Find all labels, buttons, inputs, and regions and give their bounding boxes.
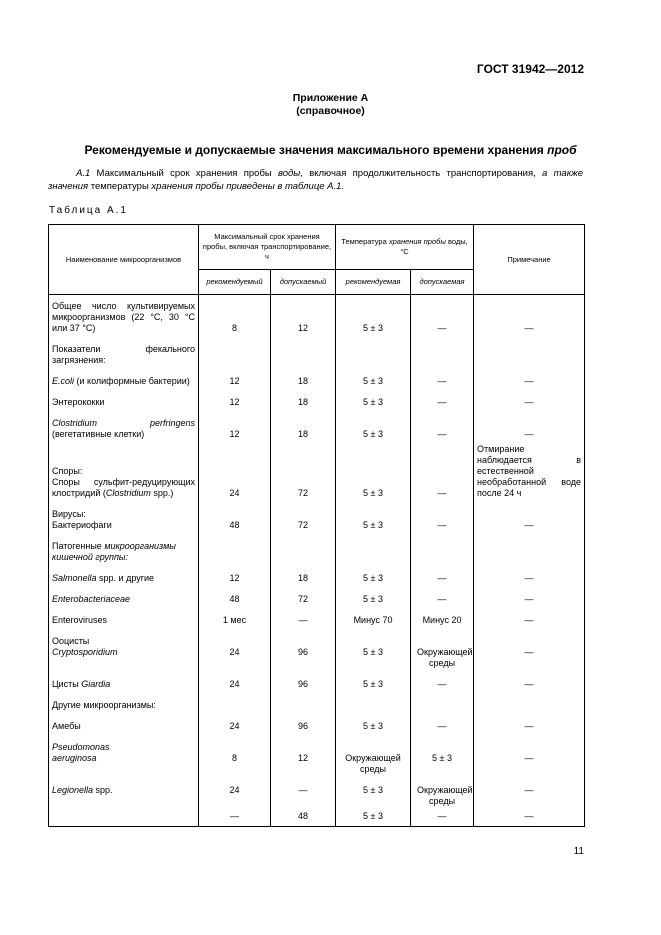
cell-rec-time: 8 xyxy=(199,734,271,777)
cell-note: — xyxy=(474,501,585,533)
row-name: Общее число культивируемых микроорганизмов (22 °С, 30 °С или 37 °С) xyxy=(49,299,199,336)
table-row xyxy=(49,777,585,809)
header-adm-time: допускаемый xyxy=(271,270,336,295)
cell-note: — xyxy=(474,777,585,809)
table-row xyxy=(49,607,585,628)
cell-adm-temp: — xyxy=(411,410,474,442)
intro-paragraph xyxy=(48,167,583,193)
table-row xyxy=(49,389,585,410)
cell-rec-temp: 5 ± 3 xyxy=(336,809,411,827)
row-name-italic: Clostridium xyxy=(105,488,151,498)
row-name-text: (вегетативные клетки) xyxy=(52,429,145,439)
cell-rec-temp: 5 ± 3 xyxy=(336,628,411,671)
row-name: Энтерококки xyxy=(49,389,199,410)
cell-rec-time: 12 xyxy=(199,368,271,389)
cell-adm-temp: — xyxy=(411,565,474,586)
cell-rec-temp: Окружающей среды xyxy=(336,734,411,777)
cell-note: — xyxy=(474,734,585,777)
row-name xyxy=(49,501,199,533)
cell-adm-temp: — xyxy=(411,713,474,734)
header-name: Наименование микроорганизмов xyxy=(49,225,199,295)
table-row xyxy=(49,565,585,586)
cell-rec-time: 48 xyxy=(199,586,271,607)
cell-adm-temp: — xyxy=(411,586,474,607)
row-name xyxy=(49,410,199,442)
row-name-italic: E.coli xyxy=(52,376,75,386)
row-name-italic-2: aeruginosa xyxy=(52,753,97,763)
cell-note: — xyxy=(474,671,585,692)
appendix-subtitle: (справочное) xyxy=(296,105,365,117)
clause-number: А.1 xyxy=(76,168,91,179)
row-name: Амебы xyxy=(49,713,199,734)
cell-rec-temp: 5 ± 3 xyxy=(336,442,411,501)
cell-rec-temp: 5 ± 3 xyxy=(336,671,411,692)
page-title-italic: проб xyxy=(547,143,577,157)
row-name-italic: Cryptosporidium xyxy=(52,647,118,657)
row-name xyxy=(49,671,199,692)
cell-adm-time: 72 xyxy=(271,586,336,607)
cell-adm-temp: 5 ± 3 xyxy=(411,734,474,777)
cell-rec-temp: 5 ± 3 xyxy=(336,368,411,389)
intro-italic-3: хранения пробы приведены в таблице А.1. xyxy=(151,181,345,192)
header-temp-text: Температура xyxy=(341,237,389,246)
row-name-italic: Clostridium perfringens xyxy=(52,418,195,428)
cell-adm-time: — xyxy=(271,607,336,628)
cell-rec-temp: 5 ± 3 xyxy=(336,713,411,734)
intro-text-3: температуры xyxy=(88,181,152,192)
row-name-text: spp. и другие xyxy=(96,573,155,583)
cell-adm-temp: — xyxy=(411,368,474,389)
row-name xyxy=(49,777,199,809)
row-name-italic: Giardia xyxy=(81,679,111,689)
cell-adm-time: 12 xyxy=(271,734,336,777)
row-name-text: Патогенные xyxy=(52,541,105,551)
cell-adm-time: 48 xyxy=(271,809,336,827)
table-row xyxy=(49,299,585,336)
cell-adm-time: 18 xyxy=(271,389,336,410)
table-row xyxy=(49,671,585,692)
row-name-text: Споры сульфит-редуцирующих клостридий ( xyxy=(52,477,195,498)
cell-note: Отмирание наблюдается в естественной необработанной воде после 24 ч xyxy=(474,442,585,501)
cell-rec-temp: 5 ± 3 xyxy=(336,299,411,336)
cell-note: — xyxy=(474,628,585,671)
appendix-heading xyxy=(0,92,661,118)
cell-rec-time: 12 xyxy=(199,410,271,442)
cell-rec-temp: 5 ± 3 xyxy=(336,389,411,410)
header-adm-temp: допускаемая xyxy=(411,270,474,295)
header-temp-unit: воды, °С xyxy=(400,237,468,256)
row-name-group: Споры: xyxy=(52,466,83,476)
cell-rec-time: 48 xyxy=(199,501,271,533)
cell-note: — xyxy=(474,809,585,827)
cell-adm-time: 96 xyxy=(271,671,336,692)
cell-rec-temp: 5 ± 3 xyxy=(336,410,411,442)
row-name-italic: микроорганизмы кишечной группы: xyxy=(52,541,176,562)
cell-note: — xyxy=(474,565,585,586)
row-name-text: (и колиформные бактерии) xyxy=(74,376,190,386)
row-name-italic: Enterobacteriaceae xyxy=(52,594,131,604)
storage-table xyxy=(48,224,585,827)
row-name xyxy=(49,586,199,607)
cell-note: — xyxy=(474,713,585,734)
page-title xyxy=(0,143,661,157)
row-name xyxy=(49,809,199,827)
table-row xyxy=(49,809,585,827)
header-temperature xyxy=(336,225,474,270)
intro-text-1: Максимальный срок хранения пробы xyxy=(90,168,278,179)
cell-rec-time: 8 xyxy=(199,299,271,336)
cell-rec-time: 24 xyxy=(199,671,271,692)
cell-rec-temp: Минус 70 xyxy=(336,607,411,628)
cell-adm-time: 12 xyxy=(271,299,336,336)
cell-adm-time: 18 xyxy=(271,410,336,442)
row-name-group: Вирусы: xyxy=(52,509,86,519)
header-temp-italic: хранения пробы xyxy=(388,237,446,246)
cell-adm-temp: — xyxy=(411,501,474,533)
row-name xyxy=(49,368,199,389)
cell-adm-temp: — xyxy=(411,389,474,410)
cell-adm-time: — xyxy=(271,777,336,809)
row-name-italic: Salmonella xyxy=(52,573,97,583)
cell-adm-time: 72 xyxy=(271,442,336,501)
cell-note: — xyxy=(474,299,585,336)
cell-rec-time: 24 xyxy=(199,713,271,734)
cell-adm-temp: Окружающей среды xyxy=(411,628,474,671)
cell-adm-time: 96 xyxy=(271,713,336,734)
intro-italic-1: воды xyxy=(278,168,301,179)
row-name-text: spp. xyxy=(93,785,113,795)
table-row xyxy=(49,628,585,671)
cell-note: — xyxy=(474,410,585,442)
intro-italic-2: а также значения xyxy=(48,168,583,192)
cell-rec-time: 24 xyxy=(199,628,271,671)
intro-text-2: , включая продолжительность транспортирования, xyxy=(300,168,543,179)
row-name xyxy=(49,533,199,565)
row-name: Enteroviruses xyxy=(49,607,199,628)
cell-rec-temp: 5 ± 3 xyxy=(336,586,411,607)
cell-adm-temp: — xyxy=(411,299,474,336)
row-name: Другие микроорганизмы: xyxy=(49,692,199,713)
cell-note: — xyxy=(474,586,585,607)
row-name-text-2: spp.) xyxy=(150,488,174,498)
cell-adm-time: 96 xyxy=(271,628,336,671)
header-rec-temp: рекомендуемая xyxy=(336,270,411,295)
header-rec-time: рекомендуемый xyxy=(199,270,271,295)
row-name-italic: Legionella xyxy=(52,785,94,795)
table-row xyxy=(49,442,585,501)
cell-note: — xyxy=(474,607,585,628)
table-row xyxy=(49,368,585,389)
table-row xyxy=(49,410,585,442)
cell-rec-temp: 5 ± 3 xyxy=(336,777,411,809)
cell-rec-temp: 5 ± 3 xyxy=(336,565,411,586)
cell-rec-time: — xyxy=(199,809,271,827)
cell-adm-temp: — xyxy=(411,442,474,501)
cell-adm-time: 18 xyxy=(271,565,336,586)
document-code: ГОСТ 31942—2012 xyxy=(476,62,584,76)
table-row xyxy=(49,336,585,368)
table-row xyxy=(49,586,585,607)
table-row xyxy=(49,501,585,533)
row-name xyxy=(49,628,199,671)
header-storage: Максимальный срок хранения пробы, включая транспортирование, ч xyxy=(199,225,336,270)
table-row xyxy=(49,533,585,565)
row-name-text: Бактериофаги xyxy=(52,520,112,530)
table-label: Таблица А.1 xyxy=(49,205,128,216)
table-row xyxy=(49,713,585,734)
row-name xyxy=(49,734,199,777)
cell-adm-temp: Минус 20 xyxy=(411,607,474,628)
cell-adm-temp: Окружающей среды xyxy=(411,777,474,809)
cell-rec-time: 12 xyxy=(199,565,271,586)
header-note: Примечание xyxy=(474,225,585,295)
row-name-text: Цисты xyxy=(52,679,82,689)
cell-adm-time: 72 xyxy=(271,501,336,533)
row-name-text: Ооцисты xyxy=(52,636,90,646)
row-name-italic: Pseudomonas xyxy=(52,742,110,752)
cell-adm-time: 18 xyxy=(271,368,336,389)
appendix-title: Приложение А xyxy=(292,92,369,104)
table-row xyxy=(49,692,585,713)
cell-adm-temp: — xyxy=(411,809,474,827)
cell-rec-time: 12 xyxy=(199,389,271,410)
cell-rec-time: 24 xyxy=(199,777,271,809)
row-name: Показатели фекального загрязнения: xyxy=(49,336,199,368)
cell-adm-temp: — xyxy=(411,671,474,692)
row-name xyxy=(49,442,199,501)
page-title-text: Рекомендуемые и допускаемые значения максимального времени хранения xyxy=(84,143,548,157)
row-name xyxy=(49,565,199,586)
cell-note: — xyxy=(474,389,585,410)
cell-rec-time: 1 мес xyxy=(199,607,271,628)
cell-rec-temp: 5 ± 3 xyxy=(336,501,411,533)
cell-note: — xyxy=(474,368,585,389)
cell-rec-time: 24 xyxy=(199,442,271,501)
page-number: 11 xyxy=(573,846,584,857)
table-row xyxy=(49,734,585,777)
